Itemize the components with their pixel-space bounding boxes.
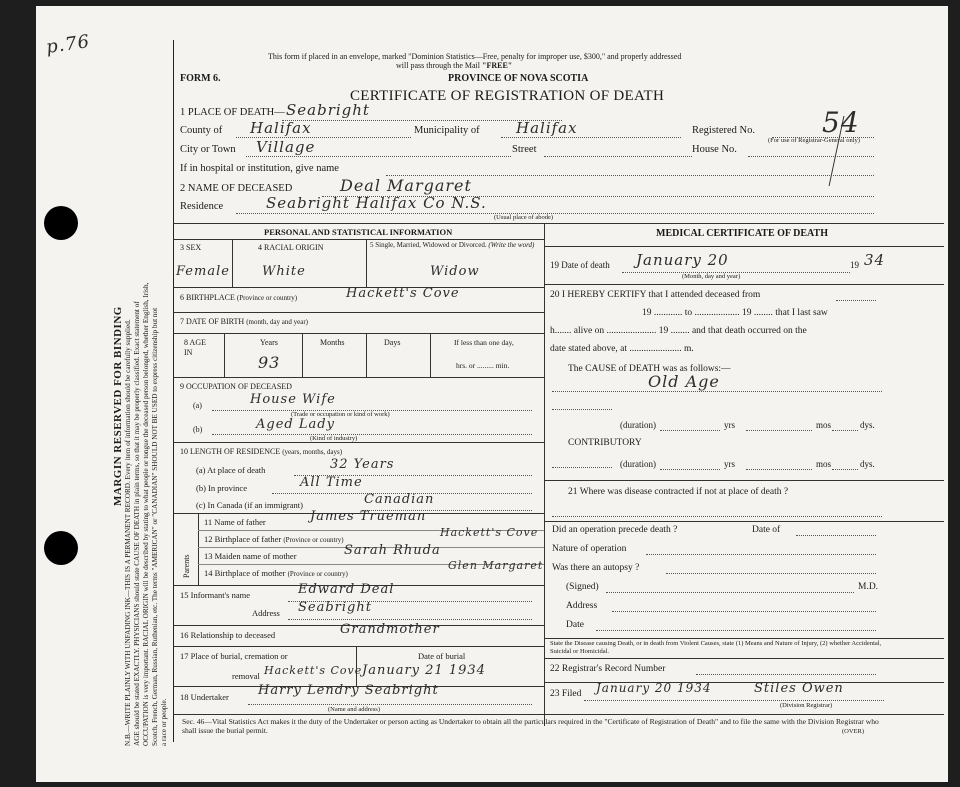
grid-line: [224, 333, 225, 377]
q21-line: [552, 516, 882, 517]
burial-label: 17 Place of burial, cremation or: [180, 651, 288, 661]
medical-section-title: MEDICAL CERTIFICATE OF DEATH: [656, 228, 828, 239]
binding-instruction-1: N.B.—WRITE PLAINLY WITH UNFADING INK—THIS IS A PERMANENT RECORD. Every item of information should be carefully supplied.: [124, 319, 132, 746]
personal-title-rule: [173, 239, 544, 240]
informant-address-label: Address: [252, 608, 280, 618]
grid-line: [173, 377, 544, 378]
division-registrar-note: (Division Registrar): [780, 702, 833, 709]
cause-mos-label: mos: [816, 420, 832, 430]
autopsy-line: [666, 573, 876, 574]
operation-date-line: [796, 535, 876, 536]
contrib-yrs-line: [746, 469, 812, 470]
cause-line-2: [552, 409, 612, 410]
grid-line: [544, 638, 944, 639]
city-value: Village: [256, 138, 316, 156]
grid-line: [544, 246, 944, 247]
year-prefix: 19: [850, 260, 859, 270]
cause-of-death-label: The CAUSE of DEATH was as follows:—: [568, 364, 731, 374]
residence-label: Residence: [180, 201, 224, 212]
contrib-mos-label: mos: [816, 459, 832, 469]
undertaker-line: [248, 704, 532, 705]
relationship-label: 16 Relationship to deceased: [180, 630, 276, 640]
contrib-mos-line: [832, 469, 858, 470]
signed-address-line: [612, 611, 876, 612]
filed-line: [584, 700, 884, 701]
parents-label: Parents: [182, 554, 191, 578]
contrib-line: [552, 467, 612, 468]
operation-date-label: Date of: [752, 525, 781, 535]
binding-instruction-5: a race or people.: [160, 698, 168, 746]
undertaker-label: 18 Undertaker: [180, 692, 229, 702]
res-b-label: (b) In province: [196, 483, 247, 493]
residence-length-label: 10 LENGTH OF RESIDENCE (years, months, days): [180, 447, 343, 456]
form-number: FORM 6.: [180, 73, 221, 84]
section-divider: [544, 223, 545, 726]
house-no-label: House No.: [692, 144, 737, 155]
occupation-b-line: [212, 434, 532, 435]
burial-place-value: Hackett's Cove: [264, 664, 363, 677]
hrs-min-label: hrs. or ......... min.: [456, 361, 510, 370]
mother-value: Sarah Rhuda: [344, 543, 441, 558]
cause-line-1: [552, 391, 882, 392]
grid-line: [430, 333, 431, 377]
binding-instruction-2: AGE should be stated EXACTLY. PHYSICIANS should state CAUSE OF DEATH in plain terms, so that it may be properly classified. Exact statement of: [133, 301, 141, 746]
informant-label: 15 Informant's name: [180, 590, 250, 600]
contrib-dys-label: dys.: [860, 459, 875, 469]
grid-line: [198, 513, 199, 585]
grid-line: [232, 239, 233, 287]
grid-line: [173, 312, 544, 313]
racial-label: 4 RACIAL ORIGIN: [258, 243, 324, 252]
res-a-value: 32 Years: [330, 457, 395, 472]
age-months-label: Months: [320, 338, 345, 347]
birthplace-label: 6 BIRTHPLACE (Province or country): [180, 293, 298, 302]
footer-text: Sec. 46—Vital Statistics Act makes it the duty of the Undertaker or person acting as Undertaker to obtain all the particulars required in the "Certificate of Registration of Death" and to file the same with the Division Registrar who shall issue the burial permit.: [182, 717, 879, 735]
cause-dys-label: dys.: [860, 420, 875, 430]
occupation-b-note: (Kind of industry): [310, 435, 358, 442]
res-c-label: (c) In Canada (if an immigrant): [196, 500, 303, 510]
mother-birthplace-label: 14 Birthplace of mother (Province or country): [204, 568, 348, 578]
certificate-title: CERTIFICATE OF REGISTRATION OF DEATH: [350, 88, 665, 104]
footer-over: (OVER): [842, 728, 865, 735]
signed-date-label: Date: [566, 620, 584, 630]
residence-note: (Usual place of abode): [494, 214, 554, 221]
occupation-a-value: House Wife: [250, 392, 336, 407]
deceased-name-label: 2 NAME OF DECEASED: [180, 183, 293, 194]
mother-birthplace-value: Glen Margaret: [448, 559, 544, 572]
binding-instruction-4: Scotch, French, German, Russian, Ruthenian, etc. The terms "AMERICAN" or "CANADIAN" SHOULD NOT BE USED to express citizenship but not: [151, 307, 159, 746]
violent-causes-note: State the Disease causing Death, or in death from Violent Causes, state (1) Means and Nature of Injury, (2) whether Accidental, Suicidal or Homicidal.: [550, 640, 882, 655]
hospital-label: If in hospital or institution, give name: [180, 163, 339, 174]
informant-value: Edward Deal: [298, 582, 395, 597]
municipality-line: [501, 137, 681, 138]
binding-instruction-3: OCCUPATION is very important. RACIAL ORIGIN will be described by stating to what people or tongue the deceased person belonged, whether English, Irish,: [142, 282, 150, 746]
father-birthplace-value: Hackett's Cove: [440, 526, 539, 539]
sex-label: 3 SEX: [180, 243, 202, 252]
signed-address-label: Address: [566, 601, 598, 611]
father-label: 11 Name of father: [204, 517, 266, 527]
province-title: PROVINCE OF NOVA SCOTIA: [448, 73, 589, 84]
certify-line-3: h....... alive on ..................... 19 ........ and that death occurred on the: [550, 326, 807, 336]
marital-value: Widow: [430, 264, 480, 279]
age-years-value: 93: [258, 353, 281, 372]
registrar-record-line: [696, 674, 876, 675]
street-line: [544, 156, 692, 157]
occupation-b-value: Aged Lady: [256, 417, 335, 432]
father-birthplace-label: 12 Birthplace of father (Province or country): [204, 534, 344, 544]
autopsy-label: Was there an autopsy ?: [552, 563, 640, 573]
age-years-label: Years: [260, 338, 278, 347]
cause-yrs-label: yrs: [724, 420, 735, 430]
grid-line: [544, 658, 944, 659]
binding-hole-bottom: [44, 531, 78, 565]
racial-value: White: [262, 264, 306, 279]
municipality-value: Halifax: [516, 119, 578, 137]
q21-label: 21 Where was disease contracted if not at place of death ?: [568, 487, 789, 497]
marital-label: 5 Single, Married, Widowed or Divorced. (Write the word): [370, 241, 535, 249]
informant-address-line: [288, 619, 532, 620]
contributory-label: CONTRIBUTORY: [568, 438, 642, 448]
date-of-death-label: 19 Date of death: [550, 260, 610, 270]
res-c-value: Canadian: [364, 492, 435, 507]
registrar-note: (For use of Registrar-General only): [768, 137, 860, 144]
age-label: 8 AGE IN: [184, 338, 206, 357]
occupation-a-marker: (a): [193, 401, 202, 410]
registered-label: Registered No.: [692, 125, 755, 136]
mother-label: 13 Maiden name of mother: [204, 551, 297, 561]
nature-line: [646, 554, 876, 555]
undertaker-note: (Name and address): [328, 706, 380, 713]
nature-label: Nature of operation: [552, 544, 627, 554]
binding-margin-title: MARGIN RESERVED FOR BINDING: [112, 306, 124, 506]
operation-label: Did an operation precede death ?: [552, 525, 678, 535]
father-value: James Trueman: [310, 509, 427, 524]
dob-label: 7 DATE OF BIRTH (month, day and year): [180, 317, 308, 326]
residence-value: Seabright Halifax Co N.S.: [266, 194, 487, 212]
occupation-label: 9 OCCUPATION OF DECEASED: [180, 382, 292, 391]
place-of-death-label: 1 PLACE OF DEATH—: [180, 107, 285, 118]
certify-line-4: date stated above, at ...................... m.: [550, 344, 694, 354]
binding-hole-top: [44, 206, 78, 240]
residence-line: [236, 213, 874, 214]
cause-of-death-value: Old Age: [648, 372, 720, 391]
city-line: [246, 156, 511, 157]
certify-line-1: 20 I HEREBY CERTIFY that I attended deceased from: [550, 290, 761, 300]
grid-line: [173, 646, 544, 647]
cause-yrs-line: [746, 430, 812, 431]
informant-address-value: Seabright: [298, 600, 372, 615]
filed-label: 23 Filed: [550, 689, 582, 699]
grid-line: [366, 239, 367, 287]
date-of-burial-label: Date of burial: [418, 651, 466, 661]
envelope-note-1: This form if placed in an envelope, marked "Dominion Statistics—Free, penalty for improper use, $300," and properly addressed: [268, 52, 682, 61]
grid-line: [302, 333, 303, 377]
personal-section-title: PERSONAL AND STATISTICAL INFORMATION: [264, 227, 453, 237]
certify-line-1-blank: [836, 300, 876, 301]
filed-registrar-value: Stiles Owen: [754, 681, 844, 696]
contrib-dur-line: [660, 469, 720, 470]
less-than-day-label: If less than one day,: [454, 338, 514, 347]
signed-label: (Signed): [566, 582, 599, 592]
relationship-value: Grandmother: [340, 622, 440, 637]
municipality-label: Municipality of: [414, 125, 480, 136]
county-label: County of: [180, 125, 223, 136]
grid-line: [366, 333, 367, 377]
grid-line: [544, 521, 944, 522]
signed-date-line: [596, 630, 876, 631]
form-left-border: [173, 40, 174, 742]
contrib-duration-label: (duration): [620, 459, 656, 469]
cause-duration-label: (duration): [620, 420, 656, 430]
cause-mos-line: [832, 430, 858, 431]
signed-line: [606, 592, 854, 593]
age-days-label: Days: [384, 338, 401, 347]
certificate-paper: [36, 6, 948, 782]
city-label: City or Town: [180, 144, 236, 155]
grid-line: [544, 284, 944, 285]
grid-line: [173, 442, 544, 443]
cause-dur-line: [660, 430, 720, 431]
undertaker-value: Harry Lendry Seabright: [258, 683, 439, 698]
grid-line: [173, 333, 544, 334]
filed-date-value: January 20 1934: [596, 681, 712, 695]
section-top-rule: [173, 223, 944, 224]
grid-line: [173, 714, 944, 715]
occupation-a-note: (Trade or occupation or kind of work): [291, 411, 390, 418]
res-a-label: (a) At place of death: [196, 465, 266, 475]
date-of-burial-value: January 21 1934: [362, 663, 486, 678]
deceased-name-value: Deal Margaret: [340, 176, 472, 195]
birthplace-value: Hackett's Cove: [346, 286, 460, 301]
street-label: Street: [512, 144, 537, 155]
contrib-yrs-label: yrs: [724, 459, 735, 469]
md-label: M.D.: [858, 582, 879, 592]
registrar-record-label: 22 Registrar's Record Number: [550, 664, 666, 674]
place-of-death-value: Seabright: [286, 101, 370, 119]
envelope-note-2: will pass through the Mail "FREE": [396, 61, 513, 70]
removal-label: removal: [232, 671, 260, 681]
res-b-value: All Time: [300, 475, 363, 490]
corner-note: p.76: [44, 31, 92, 58]
registered-value: 54: [822, 106, 860, 139]
year-value: 34: [864, 251, 886, 269]
occupation-b-marker: (b): [193, 425, 203, 434]
date-of-death-note: (Month, day and year): [682, 273, 741, 280]
county-value: Halifax: [250, 119, 312, 137]
sex-value: Female: [176, 264, 230, 279]
certify-line-2: 19 ............ to ................... 19 ........ that I last saw: [642, 308, 828, 318]
grid-line: [544, 480, 944, 481]
date-of-death-value: January 20: [636, 251, 729, 269]
